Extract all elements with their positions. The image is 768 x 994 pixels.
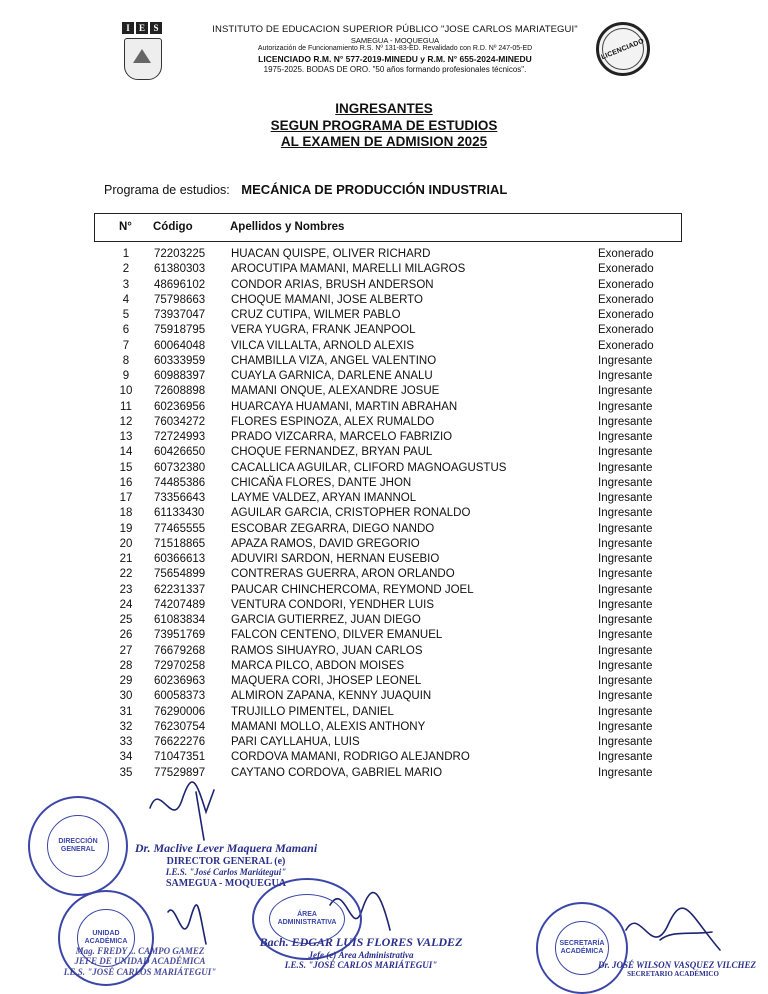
row-status: Ingresante: [598, 370, 653, 382]
row-status: Ingresante: [598, 492, 653, 504]
table-row: [0, 308, 768, 323]
row-number: 15: [119, 461, 133, 474]
row-code: 75798663: [154, 293, 206, 306]
row-code: 75918795: [154, 324, 206, 337]
row-code: 60366613: [154, 553, 206, 565]
row-name: ALMIRON ZAPANA, KENNY JUAQUIN: [231, 690, 432, 703]
table-row: [0, 461, 768, 476]
table-row: [0, 705, 768, 720]
row-code: 60058373: [154, 690, 206, 703]
table-row: [0, 628, 768, 643]
row-code: 61133430: [154, 507, 205, 520]
program-value: MECÁNICA DE PRODUCCIÓN INDUSTRIAL: [241, 182, 508, 197]
row-number: 18: [119, 507, 133, 520]
director-place: SAMEGUA - MOQUEGUA: [166, 877, 286, 889]
table-row: [0, 369, 768, 384]
row-code: 74485386: [154, 476, 206, 489]
director-role: DIRECTOR GENERAL (e): [166, 855, 286, 867]
row-name: HUARCAYA HUAMANI, MARTIN ABRAHAN: [231, 400, 458, 413]
row-number: 16: [119, 476, 133, 489]
row-number: 26: [119, 629, 133, 642]
row-status: Ingresante: [598, 431, 653, 443]
table-row: [0, 415, 768, 430]
row-number: 12: [119, 415, 133, 428]
row-code: 76622276: [154, 736, 206, 748]
row-number: 27: [119, 644, 133, 657]
logo-letter-i: I: [122, 22, 134, 34]
row-code: 74207489: [154, 598, 206, 611]
row-status: Ingresante: [598, 476, 653, 489]
row-code: 71518865: [154, 537, 206, 550]
row-name: MAMANI ONQUE, ALEXANDRE JOSUE: [231, 385, 440, 398]
logo-letters: [122, 22, 162, 34]
academic-institution: I.E.S. "JOSÉ CARLOS MARIÁTEGUI": [63, 966, 217, 977]
row-code: 60426650: [154, 446, 206, 459]
table-row: [0, 720, 768, 735]
administrative-seal-text: ÁREA ADMINISTRATIVA: [269, 894, 345, 944]
row-number: 13: [119, 431, 133, 443]
row-status: Ingresante: [598, 644, 653, 657]
row-number: 9: [122, 370, 130, 382]
row-status: Ingresante: [598, 614, 653, 626]
anniversary-line: 1975-2025. BODAS DE ORO. "50 años formando profesionales técnicos".: [263, 64, 527, 74]
row-name: VILCA VILLALTA, ARNOLD ALEXIS: [231, 339, 415, 352]
table-row: [0, 400, 768, 415]
row-number: 19: [119, 522, 133, 535]
row-number: 1: [122, 248, 130, 260]
table-row: [0, 644, 768, 659]
row-number: 24: [119, 598, 133, 611]
row-number: 32: [119, 720, 133, 733]
row-code: 60988397: [154, 370, 206, 382]
table-row: [0, 766, 768, 781]
row-status: Ingresante: [598, 553, 653, 565]
row-name: HUACAN QUISPE, OLIVER RICHARD: [231, 248, 431, 260]
row-number: 22: [119, 568, 133, 581]
row-status: Ingresante: [598, 690, 653, 703]
institution-name: INSTITUTO DE EDUCACION SUPERIOR PÚBLICO "JOSE CARLOS MARIATEGUI": [212, 24, 578, 35]
secretary-seal: [536, 902, 628, 994]
row-status: Ingresante: [598, 766, 653, 779]
row-number: 25: [119, 614, 133, 626]
row-status: Ingresante: [598, 354, 653, 367]
row-name: GARCIA GUTIERREZ, JUAN DIEGO: [231, 614, 421, 626]
row-status: Exonerado: [598, 248, 654, 260]
row-name: CHICAÑA FLORES, DANTE JHON: [231, 476, 412, 489]
row-number: 33: [119, 736, 133, 748]
row-code: 61083834: [154, 614, 206, 626]
row-name: CHOQUE FERNANDEZ, BRYAN PAUL: [231, 446, 433, 459]
row-code: 60732380: [154, 461, 206, 474]
row-name: ESCOBAR ZEGARRA, DIEGO NANDO: [231, 522, 435, 535]
logo-letter-e: E: [136, 22, 148, 34]
row-number: 2: [122, 263, 130, 276]
row-name: RAMOS SIHUAYRO, JUAN CARLOS: [231, 644, 423, 657]
row-name: CONTRERAS GUERRA, ARON ORLANDO: [231, 568, 455, 581]
row-name: FALCON CENTENO, DILVER EMANUEL: [231, 629, 443, 642]
row-status: Ingresante: [598, 461, 653, 474]
row-status: Exonerado: [598, 263, 654, 276]
crest-icon: [124, 38, 162, 80]
row-name: AGUILAR GARCIA, CRISTOPHER RONALDO: [231, 507, 471, 520]
row-name: CHAMBILLA VIZA, ANGEL VALENTINO: [231, 354, 437, 367]
row-status: Ingresante: [598, 400, 653, 413]
row-code: 61380303: [154, 263, 206, 276]
table-row: [0, 430, 768, 445]
director-seal: [28, 796, 128, 896]
academic-name: Mag. FREDY ... CAMPO GAMEZ: [75, 946, 205, 956]
table-row: [0, 278, 768, 293]
row-name: TRUJILLO PIMENTEL, DANIEL: [231, 705, 394, 718]
row-code: 60064048: [154, 339, 206, 352]
table-row: [0, 323, 768, 338]
table-row: [0, 750, 768, 765]
table-row: [0, 522, 768, 537]
row-status: Ingresante: [598, 598, 653, 611]
row-number: 20: [119, 537, 133, 550]
row-code: 73356643: [154, 492, 206, 504]
row-code: 76679268: [154, 644, 206, 657]
row-number: 7: [122, 339, 130, 352]
row-name: LAYME VALDEZ, ARYAN IMANNOL: [231, 492, 417, 504]
row-name: AROCUTIPA MAMANI, MARELLI MILAGROS: [231, 263, 466, 276]
table-row: [0, 506, 768, 521]
row-status: Ingresante: [598, 736, 653, 748]
row-name: CAYTANO CORDOVA, GABRIEL MARIO: [231, 766, 443, 779]
row-status: Ingresante: [598, 537, 653, 550]
row-number: 23: [119, 583, 133, 596]
row-name: PARI CAYLLAHUA, LUIS: [231, 736, 360, 748]
director-seal-text: DIRECCIÓN GENERAL: [47, 815, 109, 877]
row-name: CONDOR ARIAS, BRUSH ANDERSON: [231, 278, 434, 291]
row-name: CORDOVA MAMANI, RODRIGO ALEJANDRO: [231, 751, 470, 764]
row-number: 11: [120, 400, 132, 413]
table-row: [0, 537, 768, 552]
row-status: Ingresante: [598, 659, 653, 672]
letterhead: [190, 24, 600, 75]
administrative-signature: [256, 936, 466, 970]
row-status: Ingresante: [598, 385, 653, 398]
row-code: 73937047: [154, 309, 206, 321]
secretary-signature-stroke-2: [660, 932, 712, 940]
header-name: Apellidos y Nombres: [230, 221, 345, 233]
row-number: 3: [122, 278, 130, 291]
row-status: Ingresante: [598, 583, 653, 596]
director-institution: I.E.S. "José Carlos Mariátegui": [165, 867, 287, 878]
row-code: 77529897: [154, 766, 206, 779]
row-status: Ingresante: [598, 629, 653, 642]
row-status: Ingresante: [598, 720, 653, 733]
table-row: [0, 659, 768, 674]
table-row: [0, 583, 768, 598]
row-code: 76034272: [154, 415, 206, 428]
table-row: [0, 567, 768, 582]
row-name: MAQUERA CORI, JHOSEP LEONEL: [231, 675, 422, 687]
row-status: Exonerado: [598, 309, 654, 321]
table-row: [0, 247, 768, 262]
row-status: Exonerado: [598, 278, 654, 291]
academic-signature: [40, 946, 240, 977]
table-row: [0, 613, 768, 628]
table-body: [0, 247, 768, 781]
secretary-role: SECRETARIO ACADÉMICO: [627, 970, 719, 979]
row-number: 10: [119, 385, 133, 398]
program-label: Programa de estudios:: [104, 183, 230, 197]
institution-location: SAMEGUA - MOQUEGUA: [350, 35, 440, 45]
row-status: Ingresante: [598, 705, 653, 718]
table-row: [0, 293, 768, 308]
row-code: 62231337: [154, 583, 206, 596]
table-row: [0, 598, 768, 613]
table-row: [0, 689, 768, 704]
row-code: 60333959: [154, 354, 206, 367]
licensed-stamp-text: LICENCIADO: [600, 37, 646, 61]
row-number: 31: [119, 705, 133, 718]
row-code: 73951769: [154, 629, 206, 642]
row-number: 4: [122, 293, 130, 306]
row-number: 28: [119, 659, 133, 672]
title-line-1: INGRESANTES: [335, 101, 433, 116]
table-row: [0, 674, 768, 689]
header-number: N°: [119, 221, 132, 233]
row-code: 77465555: [154, 522, 206, 535]
row-name: PAUCAR CHINCHERCOMA, REYMOND JOEL: [231, 583, 474, 596]
row-name: ADUVIRI SARDON, HERNAN EUSEBIO: [231, 553, 440, 565]
secretary-name: Dr. JOSÉ WILSON VASQUEZ VILCHEZ: [598, 960, 756, 970]
licensed-stamp-inner: [602, 28, 644, 70]
row-number: 14: [119, 446, 133, 459]
academic-signature-stroke: [168, 905, 206, 944]
row-status: Exonerado: [598, 293, 654, 306]
row-name: MARCA PILCO, ABDON MOISES: [231, 659, 405, 672]
row-status: Exonerado: [598, 324, 654, 337]
secretary-signature-stroke: [626, 908, 720, 950]
administrative-institution: I.E.S. "JOSÉ CARLOS MARIÁTEGUI": [284, 960, 438, 971]
row-status: Ingresante: [598, 507, 653, 520]
table-header: [94, 213, 682, 242]
director-signature-stroke: [150, 782, 214, 812]
row-code: 75654899: [154, 568, 206, 581]
row-code: 60236956: [154, 400, 206, 413]
row-status: Ingresante: [598, 446, 653, 459]
row-number: 5: [122, 309, 130, 321]
row-status: Ingresante: [598, 415, 653, 428]
program-line: [104, 182, 507, 197]
table-row: [0, 262, 768, 277]
row-name: CACALLICA AGUILAR, CLIFORD MAGNOAGUSTUS: [231, 461, 507, 474]
row-status: Exonerado: [598, 339, 654, 352]
row-number: 17: [119, 492, 133, 504]
academic-role: JEFE DE UNIDAD ACADÉMICA: [74, 956, 206, 967]
row-code: 76290006: [154, 705, 206, 718]
row-code: 72724993: [154, 431, 206, 443]
table-row: [0, 384, 768, 399]
row-number: 35: [119, 766, 133, 779]
table-row: [0, 354, 768, 369]
row-code: 76230754: [154, 720, 206, 733]
row-number: 6: [122, 324, 130, 337]
row-number: 21: [119, 553, 133, 565]
table-row: [0, 552, 768, 567]
row-code: 60236963: [154, 675, 206, 687]
row-number: 29: [119, 675, 133, 687]
document-title: [184, 101, 584, 151]
row-name: APAZA RAMOS, DAVID GREGORIO: [231, 537, 420, 550]
row-status: Ingresante: [598, 522, 653, 535]
administrative-role: Jefe (e) Área Administrativa: [308, 949, 414, 960]
director-signature: [116, 842, 336, 889]
row-name: CRUZ CUTIPA, WILMER PABLO: [231, 309, 401, 321]
licensed-stamp: [596, 22, 650, 76]
row-code: 72970258: [154, 659, 206, 672]
row-name: MAMANI MOLLO, ALEXIS ANTHONY: [231, 720, 426, 733]
administrative-name: Bach. EDGAR LUIS FLORES VALDEZ: [259, 935, 463, 949]
row-status: Ingresante: [598, 675, 653, 687]
director-name: Dr. Maclive Lever Maquera Mamani: [134, 841, 318, 855]
row-number: 30: [119, 690, 133, 703]
table-row: [0, 339, 768, 354]
row-name: VENTURA CONDORI, YENDHER LUIS: [231, 598, 434, 611]
title-line-2: SEGUN PROGRAMA DE ESTUDIOS: [270, 117, 498, 133]
row-number: 34: [119, 751, 133, 764]
logo-letter-s: S: [150, 22, 162, 34]
institution-logo: [118, 22, 166, 80]
table-row: [0, 445, 768, 460]
academic-seal-text: UNIDAD ACADÉMICA: [77, 909, 135, 967]
table-row: [0, 735, 768, 750]
title-line-3: AL EXAMEN DE ADMISION 2025: [280, 134, 488, 149]
row-code: 72203225: [154, 248, 206, 260]
secretary-seal-text: SECRETARÍA ACADÉMICA: [555, 921, 609, 975]
row-code: 71047351: [154, 751, 206, 764]
authorization-line: Autorización de Funcionamiento R.S. Nº 131-83-ED. Revalidado con R.D. Nº 247-05-ED: [257, 45, 533, 53]
row-name: PRADO VIZCARRA, MARCELO FABRIZIO: [231, 431, 453, 443]
row-name: CUAYLA GARNICA, DARLENE ANALU: [231, 370, 433, 382]
row-number: 8: [122, 354, 130, 367]
license-line: LICENCIADO R.M. N° 577-2019-MINEDU y R.M. N° 655-2024-MINEDU: [258, 54, 532, 64]
row-name: FLORES ESPINOZA, ALEX RUMALDO: [231, 415, 435, 428]
row-status: Ingresante: [598, 751, 653, 764]
header-code: Código: [153, 221, 193, 233]
row-status: Ingresante: [598, 568, 653, 581]
table-row: [0, 476, 768, 491]
director-signature-stroke-2: [196, 792, 204, 840]
row-name: VERA YUGRA, FRANK JEANPOOL: [231, 324, 416, 337]
secretary-signature: [598, 960, 756, 979]
row-code: 72608898: [154, 385, 206, 398]
row-name: CHOQUE MAMANI, JOSE ALBERTO: [231, 293, 423, 306]
table-row: [0, 491, 768, 506]
row-code: 48696102: [154, 278, 206, 291]
